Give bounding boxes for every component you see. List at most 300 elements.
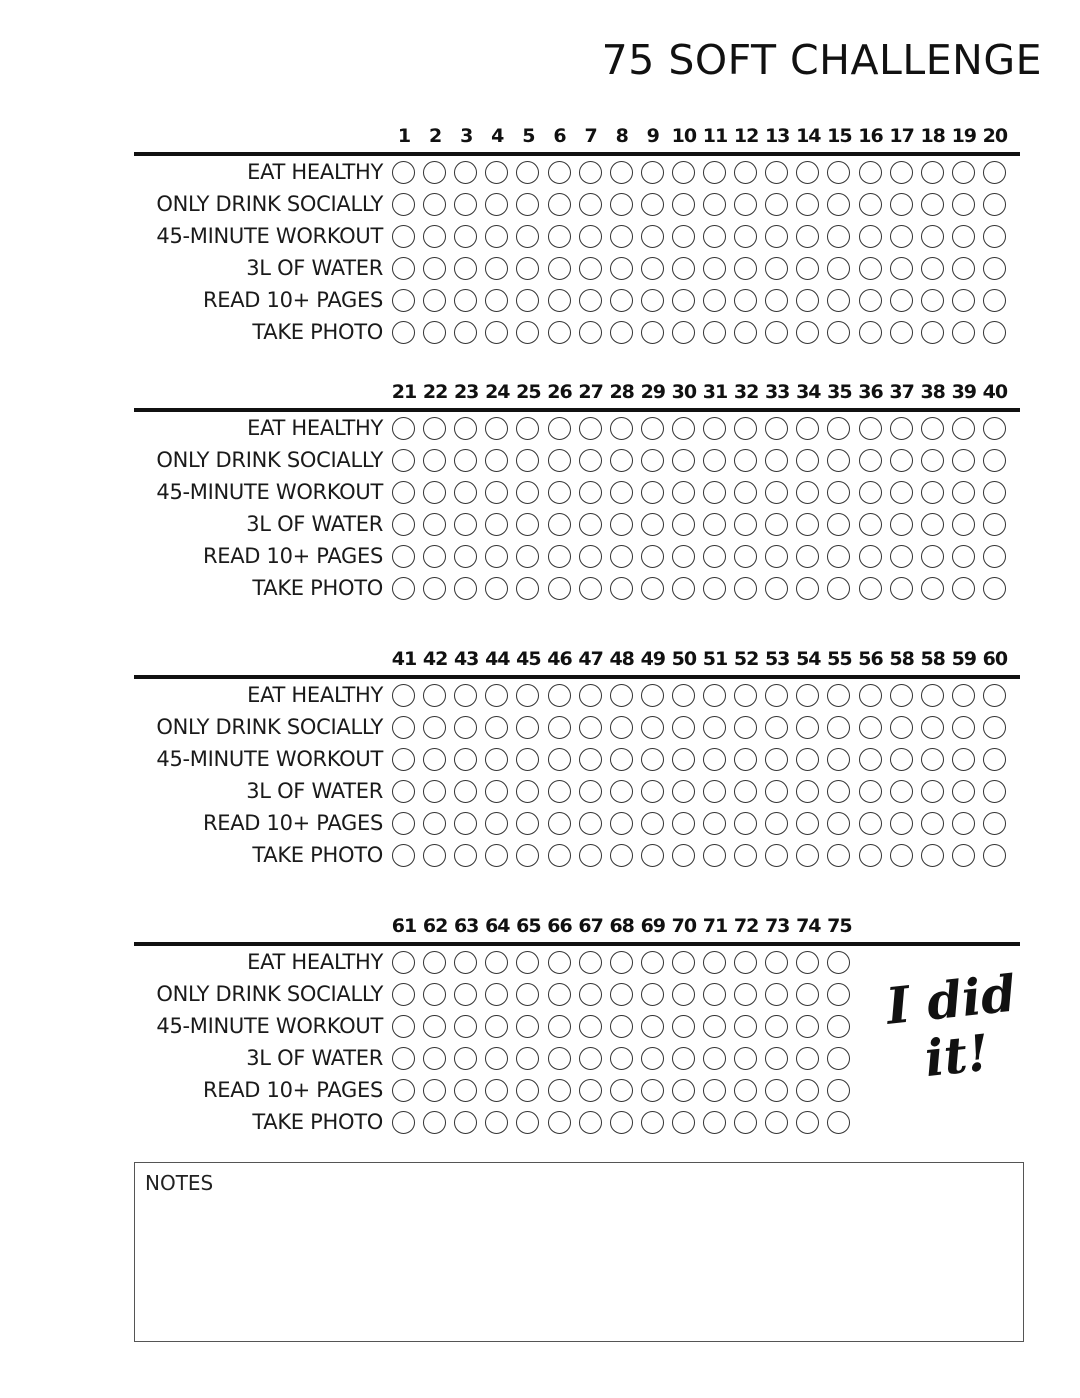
habit-checkbox[interactable]	[827, 1111, 850, 1134]
habit-checkbox[interactable]	[610, 1079, 633, 1102]
habit-checkbox[interactable]	[454, 1047, 477, 1070]
habit-checkbox[interactable]	[765, 417, 788, 440]
habit-checkbox[interactable]	[516, 684, 539, 707]
habit-checkbox[interactable]	[423, 289, 446, 312]
habit-checkbox[interactable]	[952, 780, 975, 803]
habit-checkbox[interactable]	[516, 951, 539, 974]
habit-checkbox[interactable]	[454, 577, 477, 600]
habit-checkbox[interactable]	[796, 983, 819, 1006]
habit-checkbox[interactable]	[516, 716, 539, 739]
habit-checkbox[interactable]	[392, 780, 415, 803]
notes-box[interactable]	[134, 1162, 1024, 1342]
habit-checkbox[interactable]	[703, 1047, 726, 1070]
habit-checkbox[interactable]	[516, 1079, 539, 1102]
habit-checkbox[interactable]	[765, 193, 788, 216]
habit-checkbox[interactable]	[548, 545, 571, 568]
habit-checkbox[interactable]	[983, 321, 1006, 344]
habit-checkbox[interactable]	[703, 321, 726, 344]
habit-checkbox[interactable]	[392, 289, 415, 312]
habit-checkbox[interactable]	[890, 684, 913, 707]
habit-checkbox[interactable]	[423, 577, 446, 600]
habit-checkbox[interactable]	[859, 225, 882, 248]
habit-checkbox[interactable]	[423, 321, 446, 344]
habit-checkbox[interactable]	[485, 1111, 508, 1134]
habit-checkbox[interactable]	[485, 844, 508, 867]
habit-checkbox[interactable]	[454, 481, 477, 504]
habit-checkbox[interactable]	[890, 449, 913, 472]
habit-checkbox[interactable]	[672, 193, 695, 216]
habit-checkbox[interactable]	[423, 844, 446, 867]
habit-checkbox[interactable]	[516, 812, 539, 835]
habit-checkbox[interactable]	[548, 1015, 571, 1038]
habit-checkbox[interactable]	[703, 1079, 726, 1102]
habit-checkbox[interactable]	[423, 257, 446, 280]
habit-checkbox[interactable]	[952, 684, 975, 707]
habit-checkbox[interactable]	[610, 951, 633, 974]
habit-checkbox[interactable]	[579, 1047, 602, 1070]
habit-checkbox[interactable]	[796, 545, 819, 568]
habit-checkbox[interactable]	[952, 844, 975, 867]
habit-checkbox[interactable]	[579, 481, 602, 504]
habit-checkbox[interactable]	[765, 577, 788, 600]
habit-checkbox[interactable]	[765, 1015, 788, 1038]
habit-checkbox[interactable]	[765, 161, 788, 184]
habit-checkbox[interactable]	[734, 417, 757, 440]
habit-checkbox[interactable]	[485, 951, 508, 974]
habit-checkbox[interactable]	[921, 449, 944, 472]
habit-checkbox[interactable]	[641, 545, 664, 568]
habit-checkbox[interactable]	[672, 321, 695, 344]
habit-checkbox[interactable]	[765, 545, 788, 568]
habit-checkbox[interactable]	[392, 513, 415, 536]
habit-checkbox[interactable]	[485, 716, 508, 739]
habit-checkbox[interactable]	[796, 225, 819, 248]
habit-checkbox[interactable]	[890, 417, 913, 440]
habit-checkbox[interactable]	[610, 417, 633, 440]
habit-checkbox[interactable]	[423, 481, 446, 504]
habit-checkbox[interactable]	[516, 780, 539, 803]
habit-checkbox[interactable]	[827, 449, 850, 472]
habit-checkbox[interactable]	[485, 193, 508, 216]
habit-checkbox[interactable]	[796, 716, 819, 739]
habit-checkbox[interactable]	[485, 1047, 508, 1070]
habit-checkbox[interactable]	[672, 577, 695, 600]
habit-checkbox[interactable]	[859, 321, 882, 344]
habit-checkbox[interactable]	[579, 1079, 602, 1102]
habit-checkbox[interactable]	[952, 161, 975, 184]
habit-checkbox[interactable]	[516, 321, 539, 344]
habit-checkbox[interactable]	[827, 417, 850, 440]
habit-checkbox[interactable]	[392, 1079, 415, 1102]
habit-checkbox[interactable]	[952, 513, 975, 536]
habit-checkbox[interactable]	[485, 321, 508, 344]
habit-checkbox[interactable]	[796, 812, 819, 835]
habit-checkbox[interactable]	[454, 449, 477, 472]
habit-checkbox[interactable]	[734, 1079, 757, 1102]
habit-checkbox[interactable]	[921, 481, 944, 504]
habit-checkbox[interactable]	[827, 161, 850, 184]
habit-checkbox[interactable]	[392, 449, 415, 472]
habit-checkbox[interactable]	[983, 289, 1006, 312]
habit-checkbox[interactable]	[859, 716, 882, 739]
habit-checkbox[interactable]	[983, 684, 1006, 707]
habit-checkbox[interactable]	[765, 983, 788, 1006]
habit-checkbox[interactable]	[579, 812, 602, 835]
habit-checkbox[interactable]	[641, 1047, 664, 1070]
habit-checkbox[interactable]	[548, 983, 571, 1006]
habit-checkbox[interactable]	[983, 257, 1006, 280]
habit-checkbox[interactable]	[765, 1047, 788, 1070]
habit-checkbox[interactable]	[921, 289, 944, 312]
habit-checkbox[interactable]	[796, 289, 819, 312]
habit-checkbox[interactable]	[610, 225, 633, 248]
habit-checkbox[interactable]	[516, 748, 539, 771]
habit-checkbox[interactable]	[827, 225, 850, 248]
habit-checkbox[interactable]	[859, 289, 882, 312]
habit-checkbox[interactable]	[610, 1015, 633, 1038]
habit-checkbox[interactable]	[734, 481, 757, 504]
habit-checkbox[interactable]	[392, 983, 415, 1006]
habit-checkbox[interactable]	[703, 161, 726, 184]
habit-checkbox[interactable]	[516, 577, 539, 600]
habit-checkbox[interactable]	[548, 1111, 571, 1134]
habit-checkbox[interactable]	[796, 1111, 819, 1134]
habit-checkbox[interactable]	[641, 983, 664, 1006]
habit-checkbox[interactable]	[859, 748, 882, 771]
habit-checkbox[interactable]	[796, 1047, 819, 1070]
habit-checkbox[interactable]	[765, 844, 788, 867]
habit-checkbox[interactable]	[641, 513, 664, 536]
habit-checkbox[interactable]	[672, 983, 695, 1006]
habit-checkbox[interactable]	[454, 321, 477, 344]
habit-checkbox[interactable]	[952, 481, 975, 504]
habit-checkbox[interactable]	[579, 545, 602, 568]
habit-checkbox[interactable]	[392, 417, 415, 440]
habit-checkbox[interactable]	[485, 1015, 508, 1038]
habit-checkbox[interactable]	[548, 225, 571, 248]
habit-checkbox[interactable]	[392, 716, 415, 739]
habit-checkbox[interactable]	[392, 748, 415, 771]
habit-checkbox[interactable]	[392, 545, 415, 568]
habit-checkbox[interactable]	[548, 417, 571, 440]
habit-checkbox[interactable]	[952, 193, 975, 216]
habit-checkbox[interactable]	[516, 481, 539, 504]
habit-checkbox[interactable]	[641, 417, 664, 440]
habit-checkbox[interactable]	[641, 716, 664, 739]
habit-checkbox[interactable]	[392, 812, 415, 835]
habit-checkbox[interactable]	[423, 225, 446, 248]
habit-checkbox[interactable]	[454, 844, 477, 867]
habit-checkbox[interactable]	[485, 812, 508, 835]
habit-checkbox[interactable]	[454, 780, 477, 803]
habit-checkbox[interactable]	[548, 321, 571, 344]
habit-checkbox[interactable]	[983, 812, 1006, 835]
habit-checkbox[interactable]	[983, 481, 1006, 504]
habit-checkbox[interactable]	[392, 1015, 415, 1038]
habit-checkbox[interactable]	[765, 257, 788, 280]
habit-checkbox[interactable]	[672, 748, 695, 771]
habit-checkbox[interactable]	[921, 321, 944, 344]
habit-checkbox[interactable]	[516, 1015, 539, 1038]
habit-checkbox[interactable]	[672, 225, 695, 248]
habit-checkbox[interactable]	[392, 1111, 415, 1134]
habit-checkbox[interactable]	[423, 449, 446, 472]
habit-checkbox[interactable]	[392, 844, 415, 867]
habit-checkbox[interactable]	[796, 321, 819, 344]
habit-checkbox[interactable]	[734, 449, 757, 472]
habit-checkbox[interactable]	[921, 193, 944, 216]
habit-checkbox[interactable]	[921, 257, 944, 280]
habit-checkbox[interactable]	[610, 812, 633, 835]
habit-checkbox[interactable]	[827, 684, 850, 707]
habit-checkbox[interactable]	[796, 513, 819, 536]
habit-checkbox[interactable]	[890, 193, 913, 216]
habit-checkbox[interactable]	[641, 748, 664, 771]
habit-checkbox[interactable]	[859, 684, 882, 707]
habit-checkbox[interactable]	[579, 321, 602, 344]
habit-checkbox[interactable]	[579, 716, 602, 739]
habit-checkbox[interactable]	[454, 684, 477, 707]
habit-checkbox[interactable]	[827, 983, 850, 1006]
habit-checkbox[interactable]	[890, 577, 913, 600]
habit-checkbox[interactable]	[610, 289, 633, 312]
habit-checkbox[interactable]	[579, 449, 602, 472]
habit-checkbox[interactable]	[921, 748, 944, 771]
habit-checkbox[interactable]	[765, 1111, 788, 1134]
habit-checkbox[interactable]	[392, 481, 415, 504]
habit-checkbox[interactable]	[610, 513, 633, 536]
habit-checkbox[interactable]	[485, 257, 508, 280]
habit-checkbox[interactable]	[516, 193, 539, 216]
habit-checkbox[interactable]	[859, 481, 882, 504]
habit-checkbox[interactable]	[734, 321, 757, 344]
habit-checkbox[interactable]	[485, 417, 508, 440]
habit-checkbox[interactable]	[516, 161, 539, 184]
habit-checkbox[interactable]	[890, 321, 913, 344]
habit-checkbox[interactable]	[579, 780, 602, 803]
habit-checkbox[interactable]	[796, 780, 819, 803]
habit-checkbox[interactable]	[454, 193, 477, 216]
habit-checkbox[interactable]	[734, 951, 757, 974]
habit-checkbox[interactable]	[610, 1047, 633, 1070]
habit-checkbox[interactable]	[423, 716, 446, 739]
habit-checkbox[interactable]	[641, 1015, 664, 1038]
habit-checkbox[interactable]	[765, 481, 788, 504]
habit-checkbox[interactable]	[579, 513, 602, 536]
habit-checkbox[interactable]	[392, 225, 415, 248]
habit-checkbox[interactable]	[765, 951, 788, 974]
habit-checkbox[interactable]	[952, 257, 975, 280]
habit-checkbox[interactable]	[548, 481, 571, 504]
habit-checkbox[interactable]	[392, 161, 415, 184]
habit-checkbox[interactable]	[548, 780, 571, 803]
habit-checkbox[interactable]	[610, 716, 633, 739]
habit-checkbox[interactable]	[796, 684, 819, 707]
habit-checkbox[interactable]	[983, 449, 1006, 472]
habit-checkbox[interactable]	[983, 193, 1006, 216]
habit-checkbox[interactable]	[641, 780, 664, 803]
habit-checkbox[interactable]	[548, 193, 571, 216]
habit-checkbox[interactable]	[983, 844, 1006, 867]
habit-checkbox[interactable]	[734, 289, 757, 312]
habit-checkbox[interactable]	[548, 812, 571, 835]
habit-checkbox[interactable]	[765, 513, 788, 536]
habit-checkbox[interactable]	[423, 951, 446, 974]
habit-checkbox[interactable]	[423, 513, 446, 536]
habit-checkbox[interactable]	[827, 844, 850, 867]
habit-checkbox[interactable]	[641, 289, 664, 312]
habit-checkbox[interactable]	[485, 983, 508, 1006]
habit-checkbox[interactable]	[641, 449, 664, 472]
habit-checkbox[interactable]	[454, 257, 477, 280]
habit-checkbox[interactable]	[859, 513, 882, 536]
habit-checkbox[interactable]	[516, 844, 539, 867]
habit-checkbox[interactable]	[485, 481, 508, 504]
habit-checkbox[interactable]	[765, 812, 788, 835]
habit-checkbox[interactable]	[734, 161, 757, 184]
habit-checkbox[interactable]	[827, 289, 850, 312]
habit-checkbox[interactable]	[454, 1111, 477, 1134]
habit-checkbox[interactable]	[983, 577, 1006, 600]
habit-checkbox[interactable]	[796, 481, 819, 504]
habit-checkbox[interactable]	[454, 716, 477, 739]
habit-checkbox[interactable]	[796, 161, 819, 184]
habit-checkbox[interactable]	[610, 844, 633, 867]
habit-checkbox[interactable]	[765, 748, 788, 771]
habit-checkbox[interactable]	[454, 513, 477, 536]
habit-checkbox[interactable]	[703, 257, 726, 280]
habit-checkbox[interactable]	[516, 983, 539, 1006]
habit-checkbox[interactable]	[734, 1111, 757, 1134]
habit-checkbox[interactable]	[703, 289, 726, 312]
habit-checkbox[interactable]	[890, 481, 913, 504]
habit-checkbox[interactable]	[485, 780, 508, 803]
habit-checkbox[interactable]	[672, 481, 695, 504]
habit-checkbox[interactable]	[921, 513, 944, 536]
habit-checkbox[interactable]	[610, 1111, 633, 1134]
habit-checkbox[interactable]	[423, 684, 446, 707]
habit-checkbox[interactable]	[641, 257, 664, 280]
habit-checkbox[interactable]	[827, 257, 850, 280]
habit-checkbox[interactable]	[983, 748, 1006, 771]
habit-checkbox[interactable]	[703, 844, 726, 867]
habit-checkbox[interactable]	[516, 289, 539, 312]
habit-checkbox[interactable]	[423, 545, 446, 568]
habit-checkbox[interactable]	[423, 1047, 446, 1070]
habit-checkbox[interactable]	[765, 1079, 788, 1102]
habit-checkbox[interactable]	[859, 257, 882, 280]
habit-checkbox[interactable]	[952, 417, 975, 440]
habit-checkbox[interactable]	[423, 193, 446, 216]
habit-checkbox[interactable]	[859, 545, 882, 568]
habit-checkbox[interactable]	[859, 812, 882, 835]
habit-checkbox[interactable]	[952, 545, 975, 568]
habit-checkbox[interactable]	[703, 577, 726, 600]
habit-checkbox[interactable]	[610, 780, 633, 803]
habit-checkbox[interactable]	[703, 1111, 726, 1134]
habit-checkbox[interactable]	[827, 748, 850, 771]
habit-checkbox[interactable]	[610, 449, 633, 472]
habit-checkbox[interactable]	[952, 225, 975, 248]
habit-checkbox[interactable]	[703, 225, 726, 248]
habit-checkbox[interactable]	[641, 321, 664, 344]
habit-checkbox[interactable]	[672, 513, 695, 536]
habit-checkbox[interactable]	[548, 951, 571, 974]
habit-checkbox[interactable]	[579, 193, 602, 216]
habit-checkbox[interactable]	[516, 1111, 539, 1134]
habit-checkbox[interactable]	[859, 193, 882, 216]
habit-checkbox[interactable]	[579, 257, 602, 280]
habit-checkbox[interactable]	[827, 1079, 850, 1102]
habit-checkbox[interactable]	[579, 983, 602, 1006]
habit-checkbox[interactable]	[765, 225, 788, 248]
habit-checkbox[interactable]	[641, 684, 664, 707]
habit-checkbox[interactable]	[579, 417, 602, 440]
habit-checkbox[interactable]	[641, 225, 664, 248]
habit-checkbox[interactable]	[610, 193, 633, 216]
habit-checkbox[interactable]	[983, 780, 1006, 803]
habit-checkbox[interactable]	[983, 417, 1006, 440]
habit-checkbox[interactable]	[579, 1015, 602, 1038]
habit-checkbox[interactable]	[921, 716, 944, 739]
habit-checkbox[interactable]	[454, 161, 477, 184]
habit-checkbox[interactable]	[703, 513, 726, 536]
habit-checkbox[interactable]	[827, 951, 850, 974]
habit-checkbox[interactable]	[827, 1015, 850, 1038]
habit-checkbox[interactable]	[454, 951, 477, 974]
habit-checkbox[interactable]	[734, 1047, 757, 1070]
habit-checkbox[interactable]	[641, 812, 664, 835]
habit-checkbox[interactable]	[579, 748, 602, 771]
habit-checkbox[interactable]	[423, 417, 446, 440]
habit-checkbox[interactable]	[392, 321, 415, 344]
habit-checkbox[interactable]	[548, 716, 571, 739]
habit-checkbox[interactable]	[672, 1047, 695, 1070]
habit-checkbox[interactable]	[921, 812, 944, 835]
habit-checkbox[interactable]	[921, 545, 944, 568]
habit-checkbox[interactable]	[579, 577, 602, 600]
habit-checkbox[interactable]	[827, 481, 850, 504]
habit-checkbox[interactable]	[548, 161, 571, 184]
habit-checkbox[interactable]	[454, 545, 477, 568]
habit-checkbox[interactable]	[952, 577, 975, 600]
habit-checkbox[interactable]	[921, 780, 944, 803]
habit-checkbox[interactable]	[890, 812, 913, 835]
habit-checkbox[interactable]	[579, 951, 602, 974]
habit-checkbox[interactable]	[921, 844, 944, 867]
habit-checkbox[interactable]	[672, 449, 695, 472]
habit-checkbox[interactable]	[548, 1047, 571, 1070]
habit-checkbox[interactable]	[423, 1015, 446, 1038]
habit-checkbox[interactable]	[423, 1111, 446, 1134]
habit-checkbox[interactable]	[827, 716, 850, 739]
habit-checkbox[interactable]	[796, 1015, 819, 1038]
habit-checkbox[interactable]	[672, 417, 695, 440]
habit-checkbox[interactable]	[454, 1079, 477, 1102]
habit-checkbox[interactable]	[579, 225, 602, 248]
habit-checkbox[interactable]	[890, 257, 913, 280]
habit-checkbox[interactable]	[796, 1079, 819, 1102]
habit-checkbox[interactable]	[890, 289, 913, 312]
habit-checkbox[interactable]	[859, 449, 882, 472]
habit-checkbox[interactable]	[454, 417, 477, 440]
habit-checkbox[interactable]	[485, 449, 508, 472]
habit-checkbox[interactable]	[734, 983, 757, 1006]
habit-checkbox[interactable]	[983, 513, 1006, 536]
habit-checkbox[interactable]	[952, 289, 975, 312]
habit-checkbox[interactable]	[641, 193, 664, 216]
habit-checkbox[interactable]	[703, 983, 726, 1006]
